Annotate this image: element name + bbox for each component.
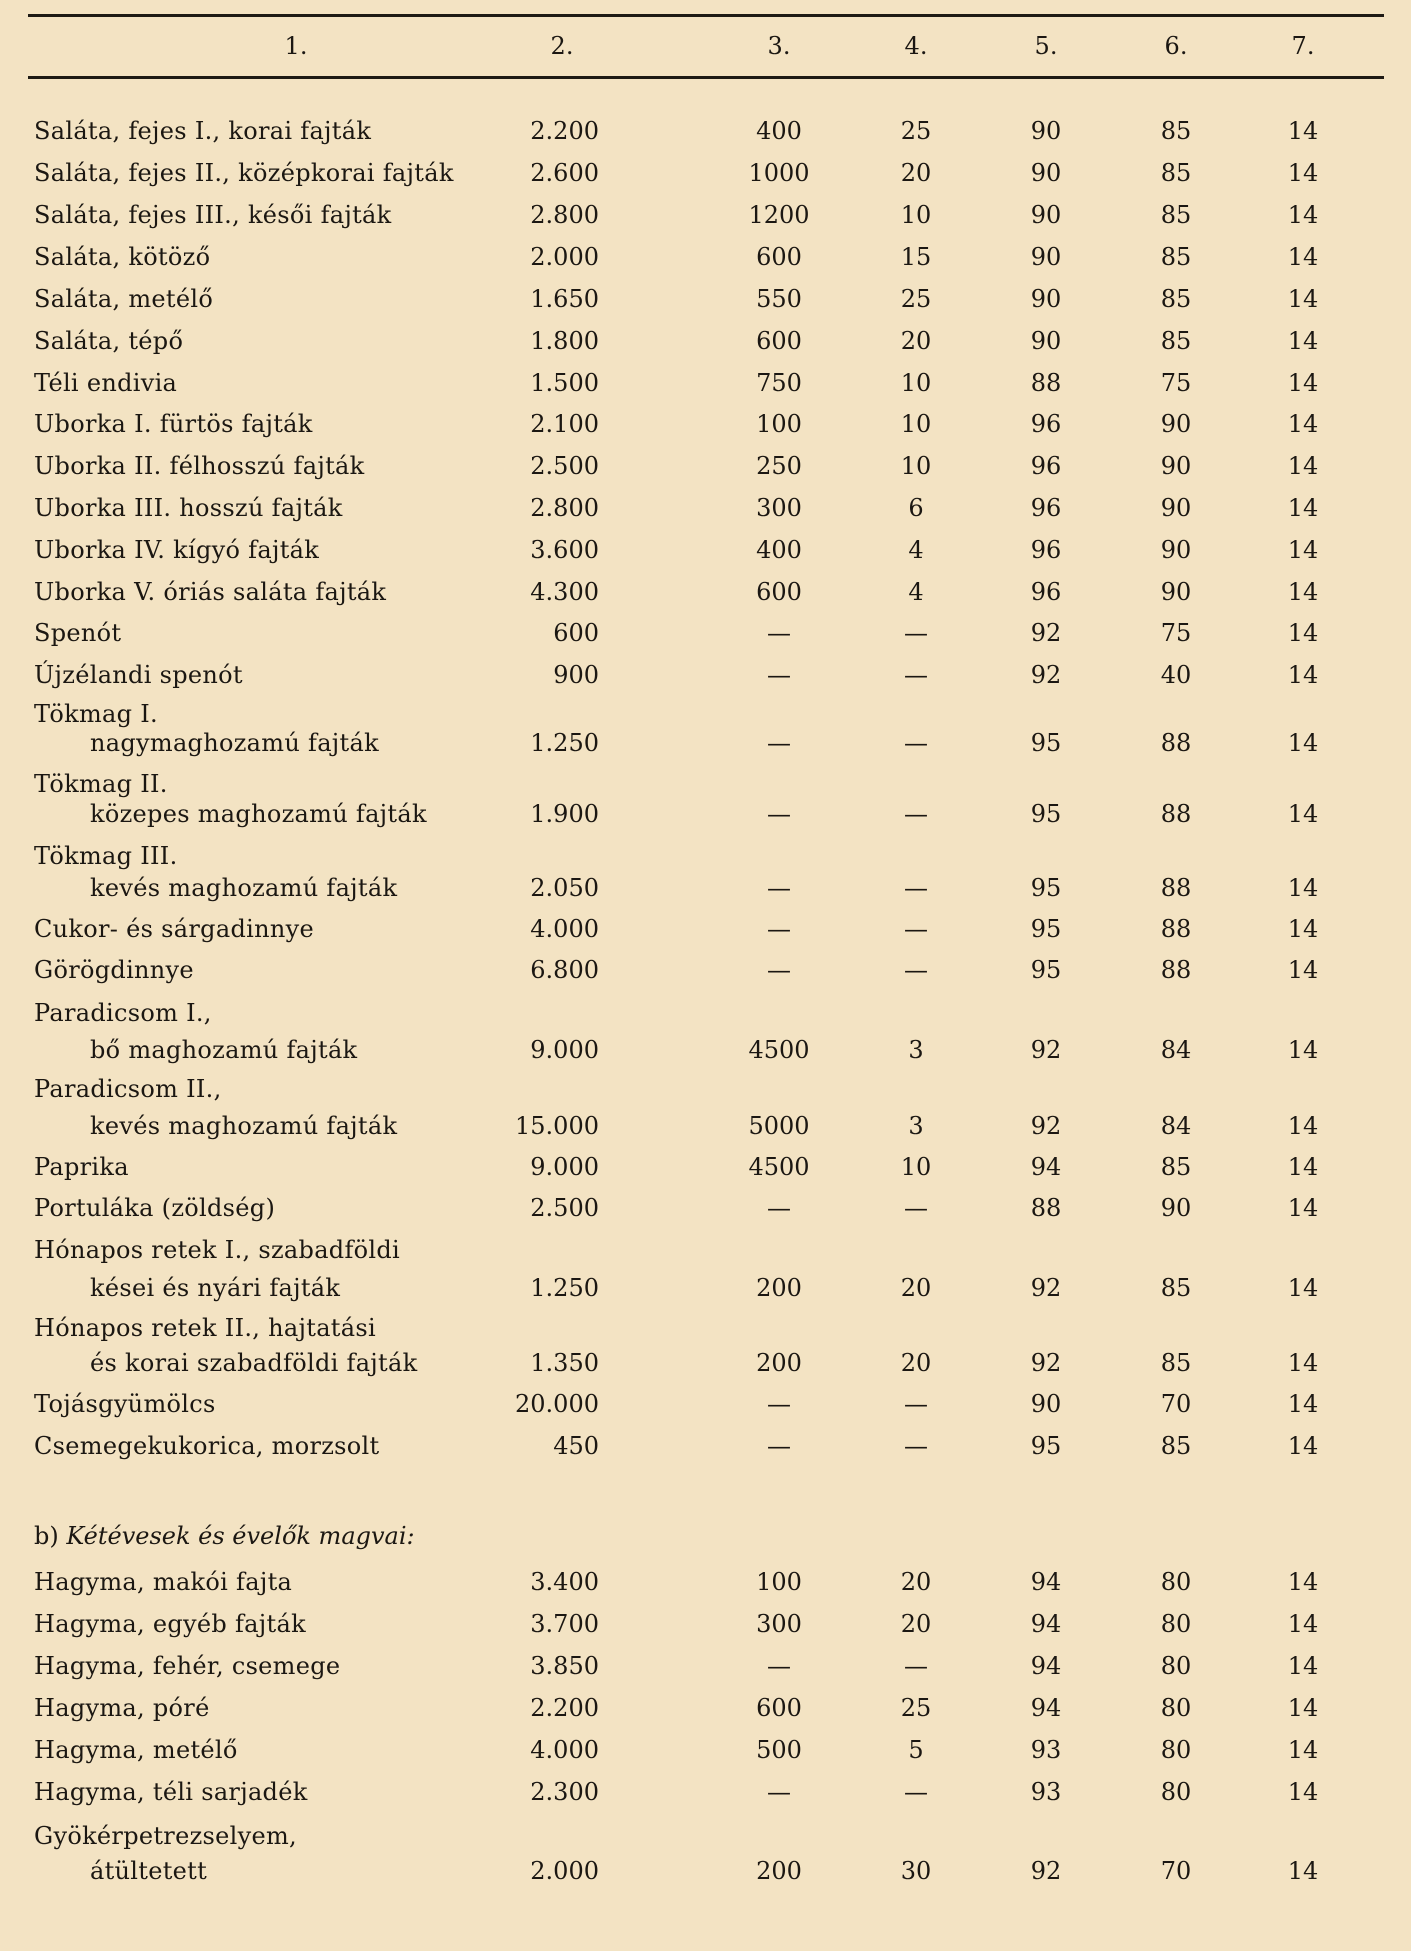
cell-col-7: 14 xyxy=(1287,1390,1319,1418)
cell-col-6: 70 xyxy=(1160,1857,1192,1885)
cell-col-7: 14 xyxy=(1287,1652,1319,1680)
cell-col-5: 90 xyxy=(1030,159,1062,187)
cell-col-2: 2.300 xyxy=(530,1778,599,1806)
cell-col-3: 300 xyxy=(756,494,802,522)
cell-col-6: 85 xyxy=(1160,117,1192,145)
cell-col-6: 88 xyxy=(1160,874,1192,902)
cell-col-7: 14 xyxy=(1287,536,1319,564)
cell-col-2: 3.600 xyxy=(530,536,599,564)
cell-col-5: 90 xyxy=(1030,1390,1062,1418)
cell-col-5: 94 xyxy=(1030,1568,1062,1596)
cell-col-3: 5000 xyxy=(748,1112,810,1140)
cell-col-4: — xyxy=(904,1390,928,1418)
row-label-continuation: nagymaghozamú fajták xyxy=(90,729,379,757)
cell-col-4: — xyxy=(904,874,928,902)
cell-col-5: 88 xyxy=(1030,369,1062,397)
cell-col-3: 300 xyxy=(756,1610,802,1638)
row-label: Saláta, kötöző xyxy=(34,243,211,271)
cell-col-6: 80 xyxy=(1160,1736,1192,1764)
cell-col-6: 84 xyxy=(1160,1112,1192,1140)
cell-col-4: — xyxy=(904,661,928,689)
cell-col-6: 90 xyxy=(1160,578,1192,606)
cell-col-6: 88 xyxy=(1160,956,1192,984)
row-label: Hagyma, metélő xyxy=(34,1736,238,1764)
row-label: Tökmag I. xyxy=(34,700,158,728)
row-label: Spenót xyxy=(34,619,122,647)
cell-col-3: 100 xyxy=(756,410,802,438)
cell-col-2: 600 xyxy=(553,619,599,647)
cell-col-4: 20 xyxy=(900,159,932,187)
cell-col-7: 14 xyxy=(1287,1349,1319,1377)
cell-col-5: 95 xyxy=(1030,800,1062,828)
cell-col-2: 9.000 xyxy=(530,1036,599,1064)
section-b-heading xyxy=(34,1522,415,1550)
cell-col-5: 96 xyxy=(1030,410,1062,438)
cell-col-6: 85 xyxy=(1160,243,1192,271)
cell-col-2: 2.000 xyxy=(530,1857,599,1885)
row-label: Hagyma, egyéb fajták xyxy=(34,1610,306,1638)
cell-col-6: 90 xyxy=(1160,1194,1192,1222)
cell-col-2: 3.850 xyxy=(530,1652,599,1680)
cell-col-4: 25 xyxy=(900,1694,932,1722)
section-b-prefix: b) xyxy=(34,1522,67,1550)
cell-col-7: 14 xyxy=(1287,1857,1319,1885)
cell-col-7: 14 xyxy=(1287,369,1319,397)
cell-col-7: 14 xyxy=(1287,201,1319,229)
top-rule xyxy=(28,14,1384,17)
cell-col-4: 4 xyxy=(908,536,924,564)
row-label: Hagyma, fehér, csemege xyxy=(34,1652,341,1680)
cell-col-6: 85 xyxy=(1160,327,1192,355)
cell-col-3: — xyxy=(767,729,791,757)
cell-col-4: 20 xyxy=(900,1274,932,1302)
cell-col-7: 14 xyxy=(1287,1112,1319,1140)
cell-col-6: 88 xyxy=(1160,800,1192,828)
section-b-title: Kétévesek és évelők magvai: xyxy=(66,1522,415,1550)
cell-col-2: 2.050 xyxy=(530,874,599,902)
cell-col-7: 14 xyxy=(1287,1274,1319,1302)
cell-col-4: 10 xyxy=(900,201,932,229)
cell-col-5: 94 xyxy=(1030,1694,1062,1722)
cell-col-7: 14 xyxy=(1287,1778,1319,1806)
cell-col-7: 14 xyxy=(1287,729,1319,757)
row-label: Tökmag III. xyxy=(34,842,178,870)
cell-col-3: 1000 xyxy=(748,159,810,187)
cell-col-6: 75 xyxy=(1160,619,1192,647)
cell-col-2: 3.700 xyxy=(530,1610,599,1638)
cell-col-5: 92 xyxy=(1030,661,1062,689)
cell-col-2: 1.900 xyxy=(530,800,599,828)
cell-col-5: 94 xyxy=(1030,1610,1062,1638)
cell-col-7: 14 xyxy=(1287,410,1319,438)
cell-col-7: 14 xyxy=(1287,1036,1319,1064)
cell-col-2: 2.000 xyxy=(530,243,599,271)
cell-col-4: — xyxy=(904,729,928,757)
cell-col-6: 80 xyxy=(1160,1610,1192,1638)
row-label: Tojásgyümölcs xyxy=(34,1390,216,1418)
cell-col-5: 90 xyxy=(1030,285,1062,313)
cell-col-5: 95 xyxy=(1030,874,1062,902)
cell-col-6: 85 xyxy=(1160,159,1192,187)
cell-col-5: 90 xyxy=(1030,243,1062,271)
cell-col-2: 2.200 xyxy=(530,117,599,145)
cell-col-6: 40 xyxy=(1160,661,1192,689)
cell-col-6: 70 xyxy=(1160,1390,1192,1418)
row-label: Téli endivia xyxy=(34,369,178,397)
cell-col-4: 25 xyxy=(900,117,932,145)
cell-col-6: 88 xyxy=(1160,915,1192,943)
cell-col-3: — xyxy=(767,1390,791,1418)
cell-col-5: 92 xyxy=(1030,1112,1062,1140)
cell-col-3: 100 xyxy=(756,1568,802,1596)
cell-col-5: 96 xyxy=(1030,494,1062,522)
cell-col-7: 14 xyxy=(1287,661,1319,689)
cell-col-2: 4.000 xyxy=(530,1736,599,1764)
cell-col-4: 30 xyxy=(900,1857,932,1885)
column-header-3: 3. xyxy=(767,32,791,60)
row-label-continuation: és korai szabadföldi fajták xyxy=(90,1349,418,1377)
row-label: Hagyma, póré xyxy=(34,1694,210,1722)
cell-col-5: 95 xyxy=(1030,1432,1062,1460)
cell-col-5: 90 xyxy=(1030,201,1062,229)
cell-col-4: 10 xyxy=(900,410,932,438)
row-label: Újzélandi spenót xyxy=(34,661,243,689)
cell-col-2: 2.800 xyxy=(530,201,599,229)
cell-col-3: 200 xyxy=(756,1274,802,1302)
cell-col-2: 2.200 xyxy=(530,1694,599,1722)
column-header-6: 6. xyxy=(1164,32,1188,60)
cell-col-3: — xyxy=(767,915,791,943)
cell-col-4: 6 xyxy=(908,494,924,522)
cell-col-3: 250 xyxy=(756,452,802,480)
row-label: Saláta, fejes III., késői fajták xyxy=(34,201,392,229)
cell-col-2: 2.500 xyxy=(530,1194,599,1222)
cell-col-5: 96 xyxy=(1030,452,1062,480)
cell-col-4: 25 xyxy=(900,285,932,313)
cell-col-7: 14 xyxy=(1287,452,1319,480)
cell-col-3: 600 xyxy=(756,578,802,606)
cell-col-3: — xyxy=(767,619,791,647)
cell-col-4: 20 xyxy=(900,1610,932,1638)
cell-col-2: 1.500 xyxy=(530,369,599,397)
cell-col-7: 14 xyxy=(1287,915,1319,943)
cell-col-6: 88 xyxy=(1160,729,1192,757)
cell-col-5: 96 xyxy=(1030,536,1062,564)
cell-col-6: 90 xyxy=(1160,494,1192,522)
row-label: Uborka V. óriás saláta fajták xyxy=(34,578,387,606)
cell-col-2: 2.500 xyxy=(530,452,599,480)
row-label-continuation: kései és nyári fajták xyxy=(90,1274,341,1302)
cell-col-5: 94 xyxy=(1030,1652,1062,1680)
cell-col-4: 10 xyxy=(900,452,932,480)
cell-col-3: 600 xyxy=(756,243,802,271)
cell-col-2: 450 xyxy=(553,1432,599,1460)
cell-col-2: 2.800 xyxy=(530,494,599,522)
cell-col-5: 93 xyxy=(1030,1778,1062,1806)
cell-col-2: 1.350 xyxy=(530,1349,599,1377)
cell-col-7: 14 xyxy=(1287,159,1319,187)
cell-col-4: — xyxy=(904,915,928,943)
cell-col-7: 14 xyxy=(1287,800,1319,828)
header-rule xyxy=(28,76,1384,79)
cell-col-7: 14 xyxy=(1287,1432,1319,1460)
cell-col-4: 20 xyxy=(900,1568,932,1596)
cell-col-2: 1.250 xyxy=(530,1274,599,1302)
cell-col-7: 14 xyxy=(1287,1610,1319,1638)
cell-col-7: 14 xyxy=(1287,619,1319,647)
cell-col-4: 3 xyxy=(908,1036,924,1064)
cell-col-3: 4500 xyxy=(748,1153,810,1181)
cell-col-6: 80 xyxy=(1160,1652,1192,1680)
cell-col-4: — xyxy=(904,1432,928,1460)
cell-col-3: — xyxy=(767,661,791,689)
row-label-continuation: átültetett xyxy=(90,1857,208,1885)
cell-col-2: 1.800 xyxy=(530,327,599,355)
cell-col-5: 90 xyxy=(1030,117,1062,145)
cell-col-2: 2.600 xyxy=(530,159,599,187)
cell-col-3: — xyxy=(767,1432,791,1460)
cell-col-2: 9.000 xyxy=(530,1153,599,1181)
cell-col-6: 85 xyxy=(1160,1274,1192,1302)
cell-col-6: 90 xyxy=(1160,410,1192,438)
cell-col-6: 90 xyxy=(1160,536,1192,564)
cell-col-6: 90 xyxy=(1160,452,1192,480)
cell-col-2: 1.650 xyxy=(530,285,599,313)
cell-col-4: 10 xyxy=(900,1153,932,1181)
row-label-continuation: kevés maghozamú fajták xyxy=(90,1112,398,1140)
column-header-4: 4. xyxy=(904,32,928,60)
row-label: Saláta, metélő xyxy=(34,285,214,313)
row-label: Paprika xyxy=(34,1153,129,1181)
row-label: Hónapos retek II., hajtatási xyxy=(34,1314,376,1342)
row-label: Hagyma, téli sarjadék xyxy=(34,1778,308,1806)
cell-col-6: 85 xyxy=(1160,201,1192,229)
cell-col-3: 4500 xyxy=(748,1036,810,1064)
cell-col-5: 93 xyxy=(1030,1736,1062,1764)
cell-col-7: 14 xyxy=(1287,1153,1319,1181)
cell-col-4: — xyxy=(904,1194,928,1222)
row-label: Cukor- és sárgadinnye xyxy=(34,915,314,943)
cell-col-2: 900 xyxy=(553,661,599,689)
cell-col-4: 3 xyxy=(908,1112,924,1140)
cell-col-4: — xyxy=(904,956,928,984)
cell-col-7: 14 xyxy=(1287,874,1319,902)
cell-col-5: 92 xyxy=(1030,1036,1062,1064)
cell-col-6: 85 xyxy=(1160,1153,1192,1181)
cell-col-7: 14 xyxy=(1287,578,1319,606)
cell-col-2: 15.000 xyxy=(515,1112,599,1140)
cell-col-2: 1.250 xyxy=(530,729,599,757)
cell-col-4: 4 xyxy=(908,578,924,606)
row-label: Hagyma, makói fajta xyxy=(34,1568,293,1596)
cell-col-2: 3.400 xyxy=(530,1568,599,1596)
cell-col-5: 92 xyxy=(1030,619,1062,647)
row-label: Uborka II. félhosszú fajták xyxy=(34,452,365,480)
row-label: Portuláka (zöldség) xyxy=(34,1194,276,1222)
cell-col-6: 80 xyxy=(1160,1694,1192,1722)
cell-col-3: 1200 xyxy=(748,201,810,229)
cell-col-6: 85 xyxy=(1160,1349,1192,1377)
cell-col-2: 20.000 xyxy=(515,1390,599,1418)
cell-col-4: 20 xyxy=(900,327,932,355)
row-label: Paradicsom I., xyxy=(34,999,212,1027)
cell-col-3: 400 xyxy=(756,536,802,564)
cell-col-2: 4.000 xyxy=(530,915,599,943)
cell-col-4: — xyxy=(904,1778,928,1806)
cell-col-7: 14 xyxy=(1287,243,1319,271)
cell-col-3: — xyxy=(767,800,791,828)
cell-col-7: 14 xyxy=(1287,1568,1319,1596)
row-label-continuation: közepes maghozamú fajták xyxy=(90,800,427,828)
cell-col-3: 200 xyxy=(756,1857,802,1885)
cell-col-3: 600 xyxy=(756,327,802,355)
cell-col-5: 92 xyxy=(1030,1857,1062,1885)
cell-col-7: 14 xyxy=(1287,117,1319,145)
cell-col-5: 88 xyxy=(1030,1194,1062,1222)
cell-col-7: 14 xyxy=(1287,285,1319,313)
cell-col-2: 2.100 xyxy=(530,410,599,438)
cell-col-6: 80 xyxy=(1160,1568,1192,1596)
cell-col-5: 95 xyxy=(1030,956,1062,984)
cell-col-3: — xyxy=(767,1194,791,1222)
cell-col-7: 14 xyxy=(1287,494,1319,522)
row-label: Paradicsom II., xyxy=(34,1075,222,1103)
cell-col-6: 85 xyxy=(1160,1432,1192,1460)
column-header-5: 5. xyxy=(1034,32,1058,60)
row-label: Saláta, tépő xyxy=(34,327,184,355)
row-label: Uborka IV. kígyó fajták xyxy=(34,536,320,564)
row-label: Gyökérpetrezselyem, xyxy=(34,1822,297,1850)
cell-col-3: 550 xyxy=(756,285,802,313)
cell-col-4: — xyxy=(904,619,928,647)
cell-col-4: 20 xyxy=(900,1349,932,1377)
cell-col-7: 14 xyxy=(1287,327,1319,355)
cell-col-4: 5 xyxy=(908,1736,924,1764)
row-label: Csemegekukorica, morzsolt xyxy=(34,1432,380,1460)
cell-col-4: 10 xyxy=(900,369,932,397)
cell-col-4: 15 xyxy=(900,243,932,271)
cell-col-3: 600 xyxy=(756,1694,802,1722)
row-label-continuation: kevés maghozamú fajták xyxy=(90,874,398,902)
cell-col-3: 400 xyxy=(756,117,802,145)
cell-col-3: 200 xyxy=(756,1349,802,1377)
row-label: Uborka III. hosszú fajták xyxy=(34,494,343,522)
cell-col-7: 14 xyxy=(1287,1736,1319,1764)
row-label: Tökmag II. xyxy=(34,770,168,798)
cell-col-5: 90 xyxy=(1030,327,1062,355)
cell-col-5: 95 xyxy=(1030,729,1062,757)
column-header-1: 1. xyxy=(284,32,308,60)
cell-col-5: 92 xyxy=(1030,1274,1062,1302)
cell-col-5: 92 xyxy=(1030,1349,1062,1377)
cell-col-2: 4.300 xyxy=(530,578,599,606)
row-label: Görögdinnye xyxy=(34,956,194,984)
cell-col-3: 500 xyxy=(756,1736,802,1764)
cell-col-5: 95 xyxy=(1030,915,1062,943)
cell-col-3: 750 xyxy=(756,369,802,397)
cell-col-3: — xyxy=(767,1652,791,1680)
row-label: Uborka I. fürtös fajták xyxy=(34,410,313,438)
cell-col-2: 6.800 xyxy=(530,956,599,984)
cell-col-7: 14 xyxy=(1287,1194,1319,1222)
cell-col-4: — xyxy=(904,800,928,828)
row-label: Saláta, fejes II., középkorai fajták xyxy=(34,159,454,187)
cell-col-6: 75 xyxy=(1160,369,1192,397)
cell-col-7: 14 xyxy=(1287,956,1319,984)
cell-col-5: 96 xyxy=(1030,578,1062,606)
row-label-continuation: bő maghozamú fajták xyxy=(90,1036,358,1064)
cell-col-4: — xyxy=(904,1652,928,1680)
row-label: Saláta, fejes I., korai fajták xyxy=(34,117,372,145)
column-header-7: 7. xyxy=(1291,32,1315,60)
cell-col-3: — xyxy=(767,1778,791,1806)
cell-col-6: 80 xyxy=(1160,1778,1192,1806)
column-header-2: 2. xyxy=(550,32,574,60)
cell-col-3: — xyxy=(767,874,791,902)
cell-col-6: 84 xyxy=(1160,1036,1192,1064)
cell-col-6: 85 xyxy=(1160,285,1192,313)
row-label: Hónapos retek I., szabadföldi xyxy=(34,1236,401,1264)
cell-col-5: 94 xyxy=(1030,1153,1062,1181)
cell-col-7: 14 xyxy=(1287,1694,1319,1722)
cell-col-3: — xyxy=(767,956,791,984)
